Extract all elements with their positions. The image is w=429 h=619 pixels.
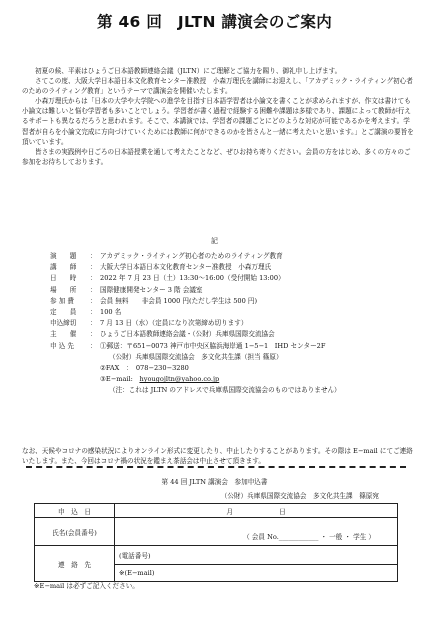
notes-paragraph: なお、天候やコロナの感染状況によりオンライン形式に変更したり、中止したりすることがあります。その際は E−mail にてご連絡いたします。また、今回はコロナ禍の状況を鑑まえ茶話会は中止させて頂きます。 — [22, 447, 413, 466]
detail-colon: ： — [90, 296, 97, 305]
detail-colon: ： — [90, 319, 97, 328]
intro-paragraph: 小森万理氏からは「日本の大学や大学院への進学を目指す日本語学習者は小論文を書くことが求められますが、作文は書けても小論文は難しいと悩む学習者も多いことでしょう。学習者が書く過程で経験する困難や課題は多様であり、課題によって教師が行えるサポートも異なるだろうと思われます。そこで、本講演では、学習者の課題ごとにどのような対応が可能であるかを考えます。学習者が自らを小論文完成に方向づけていくためには教師に何ができるのかを皆さんと一緒に考えたいと思います。」とご講演の要旨を頂いています。 — [22, 97, 414, 146]
detail-colon: ： — [90, 330, 97, 339]
address-continuation: （公財）兵庫県国際交流協会 多文化共生課（担当 篠原） — [109, 352, 283, 361]
form-row-date — [35, 504, 398, 518]
detail-colon: ： — [90, 263, 97, 272]
email-prefix: ③E−mail: — [100, 375, 140, 384]
detail-colon: ： — [90, 274, 97, 283]
detail-value: ①郵送：〒651−0073 神戸市中央区脇浜海岸通 1−5−1 IHD センター2F — [100, 341, 326, 350]
detail-row — [50, 329, 420, 340]
intro-paragraph: 皆さまの実践例や日ごろの日本語授業を通して考えたことなど、ぜひお持ち寄りください。会員の方をはじめ、多くの方々のご参加をお待ちしております。 — [22, 147, 411, 166]
detail-row — [50, 285, 420, 296]
detail-value: 国際健康開発センター 3 階 会議室 — [100, 285, 203, 294]
detail-row — [50, 374, 420, 385]
detail-row — [50, 385, 420, 396]
intro-paragraph: 初夏の候、平素はひょうご日本語教師連絡会議（JLTN）にご理解とご協力を賜り、御礼申し上げます。 — [35, 67, 342, 75]
form-field-date[interactable]: 月 日 — [115, 504, 398, 518]
detail-label: 参 加 費 — [50, 296, 74, 305]
detail-colon: ： — [90, 341, 97, 350]
detail-row — [50, 352, 420, 363]
form-title: 第 44 回 JLTN 講演会 参加申込書 — [161, 478, 268, 486]
detail-label: 講 師 — [50, 263, 77, 272]
detail-value: 2022 年 7 月 23 日（土）13:30～16:00（受付開始 13:00） — [100, 274, 285, 283]
detail-label: 場 所 — [50, 285, 77, 294]
detail-label: 日 時 — [50, 274, 77, 283]
form-field-name[interactable]: （ 会員 No.____________ ・ 一般 ・ 学生 ） — [115, 518, 398, 546]
detail-label: 申 込 先 — [50, 341, 74, 350]
form-label-name: 氏名(会員番号) — [35, 518, 115, 546]
email-note: （注：これは JLTN のアドレスで兵庫県国際交流協会のものではありません） — [109, 386, 341, 395]
detail-value: 会員 無料 非会員 1000 円(ただし学生は 500 円) — [100, 296, 258, 305]
intro-paragraph: さてこの度、大阪大学日本語日本文化教育センター准教授 小森万理氏を講師にお迎えし、「アカデミック・ライティング初心者のためのライティング教育」というテーマで講演会を開催いたします。 — [22, 77, 413, 96]
email-link[interactable]: hyougojltn@yahoo.co.jp — [139, 375, 220, 384]
form-addressee: （公財）兵庫県国際交流協会 多文化共生課 篠原宛 — [220, 492, 379, 500]
detail-label: 申込締切 — [50, 319, 77, 328]
detail-row — [50, 318, 420, 329]
detail-label: 主 催 — [50, 330, 77, 339]
detail-row — [50, 363, 420, 374]
event-details — [50, 251, 420, 396]
detail-row — [50, 273, 420, 284]
detail-value: 7 月 13 日（水）（定員になり次第締め切ります） — [100, 319, 248, 328]
detail-value: 100 名 — [100, 307, 122, 316]
footnote: ※E−mail は必ずご記入ください。 — [34, 582, 139, 590]
detail-row — [50, 307, 420, 318]
detail-colon: ： — [90, 252, 97, 260]
form-field-phone[interactable]: (電話番号) — [115, 546, 398, 565]
detail-value: 大阪大学日本語日本文化教育センター准教授 小森万理氏 — [100, 263, 272, 272]
detail-label: 定 員 — [50, 307, 77, 316]
email-line — [100, 374, 420, 385]
detail-row — [50, 251, 420, 262]
form-row-contact-phone — [35, 546, 398, 565]
fax-number: ②FAX ： 078−230−3280 — [100, 363, 189, 372]
form-field-email[interactable]: ※(E−mail) — [115, 565, 398, 582]
ki-heading: 記 — [211, 237, 218, 245]
application-form-table — [34, 503, 398, 582]
form-label-contact: 連 絡 先 — [35, 546, 115, 582]
detail-value: ひょうご日本語教師連絡会議・（公財）兵庫県国際交流協会 — [100, 330, 275, 339]
form-label-date: 申 込 日 — [35, 504, 115, 518]
detail-row — [50, 296, 420, 307]
detail-row — [50, 341, 420, 352]
detail-value: アカデミック・ライティング初心者のためのライティング教育 — [100, 252, 283, 260]
detail-colon: ： — [90, 307, 97, 316]
detail-row — [50, 262, 420, 273]
detail-colon: ： — [90, 285, 97, 294]
detail-label: 演 題 — [50, 252, 77, 260]
page-title: 第 46 回 JLTN 講演会のご案内 — [96, 13, 333, 31]
intro-body — [22, 66, 414, 167]
cut-line-divider — [26, 466, 406, 468]
form-row-name — [35, 518, 398, 546]
